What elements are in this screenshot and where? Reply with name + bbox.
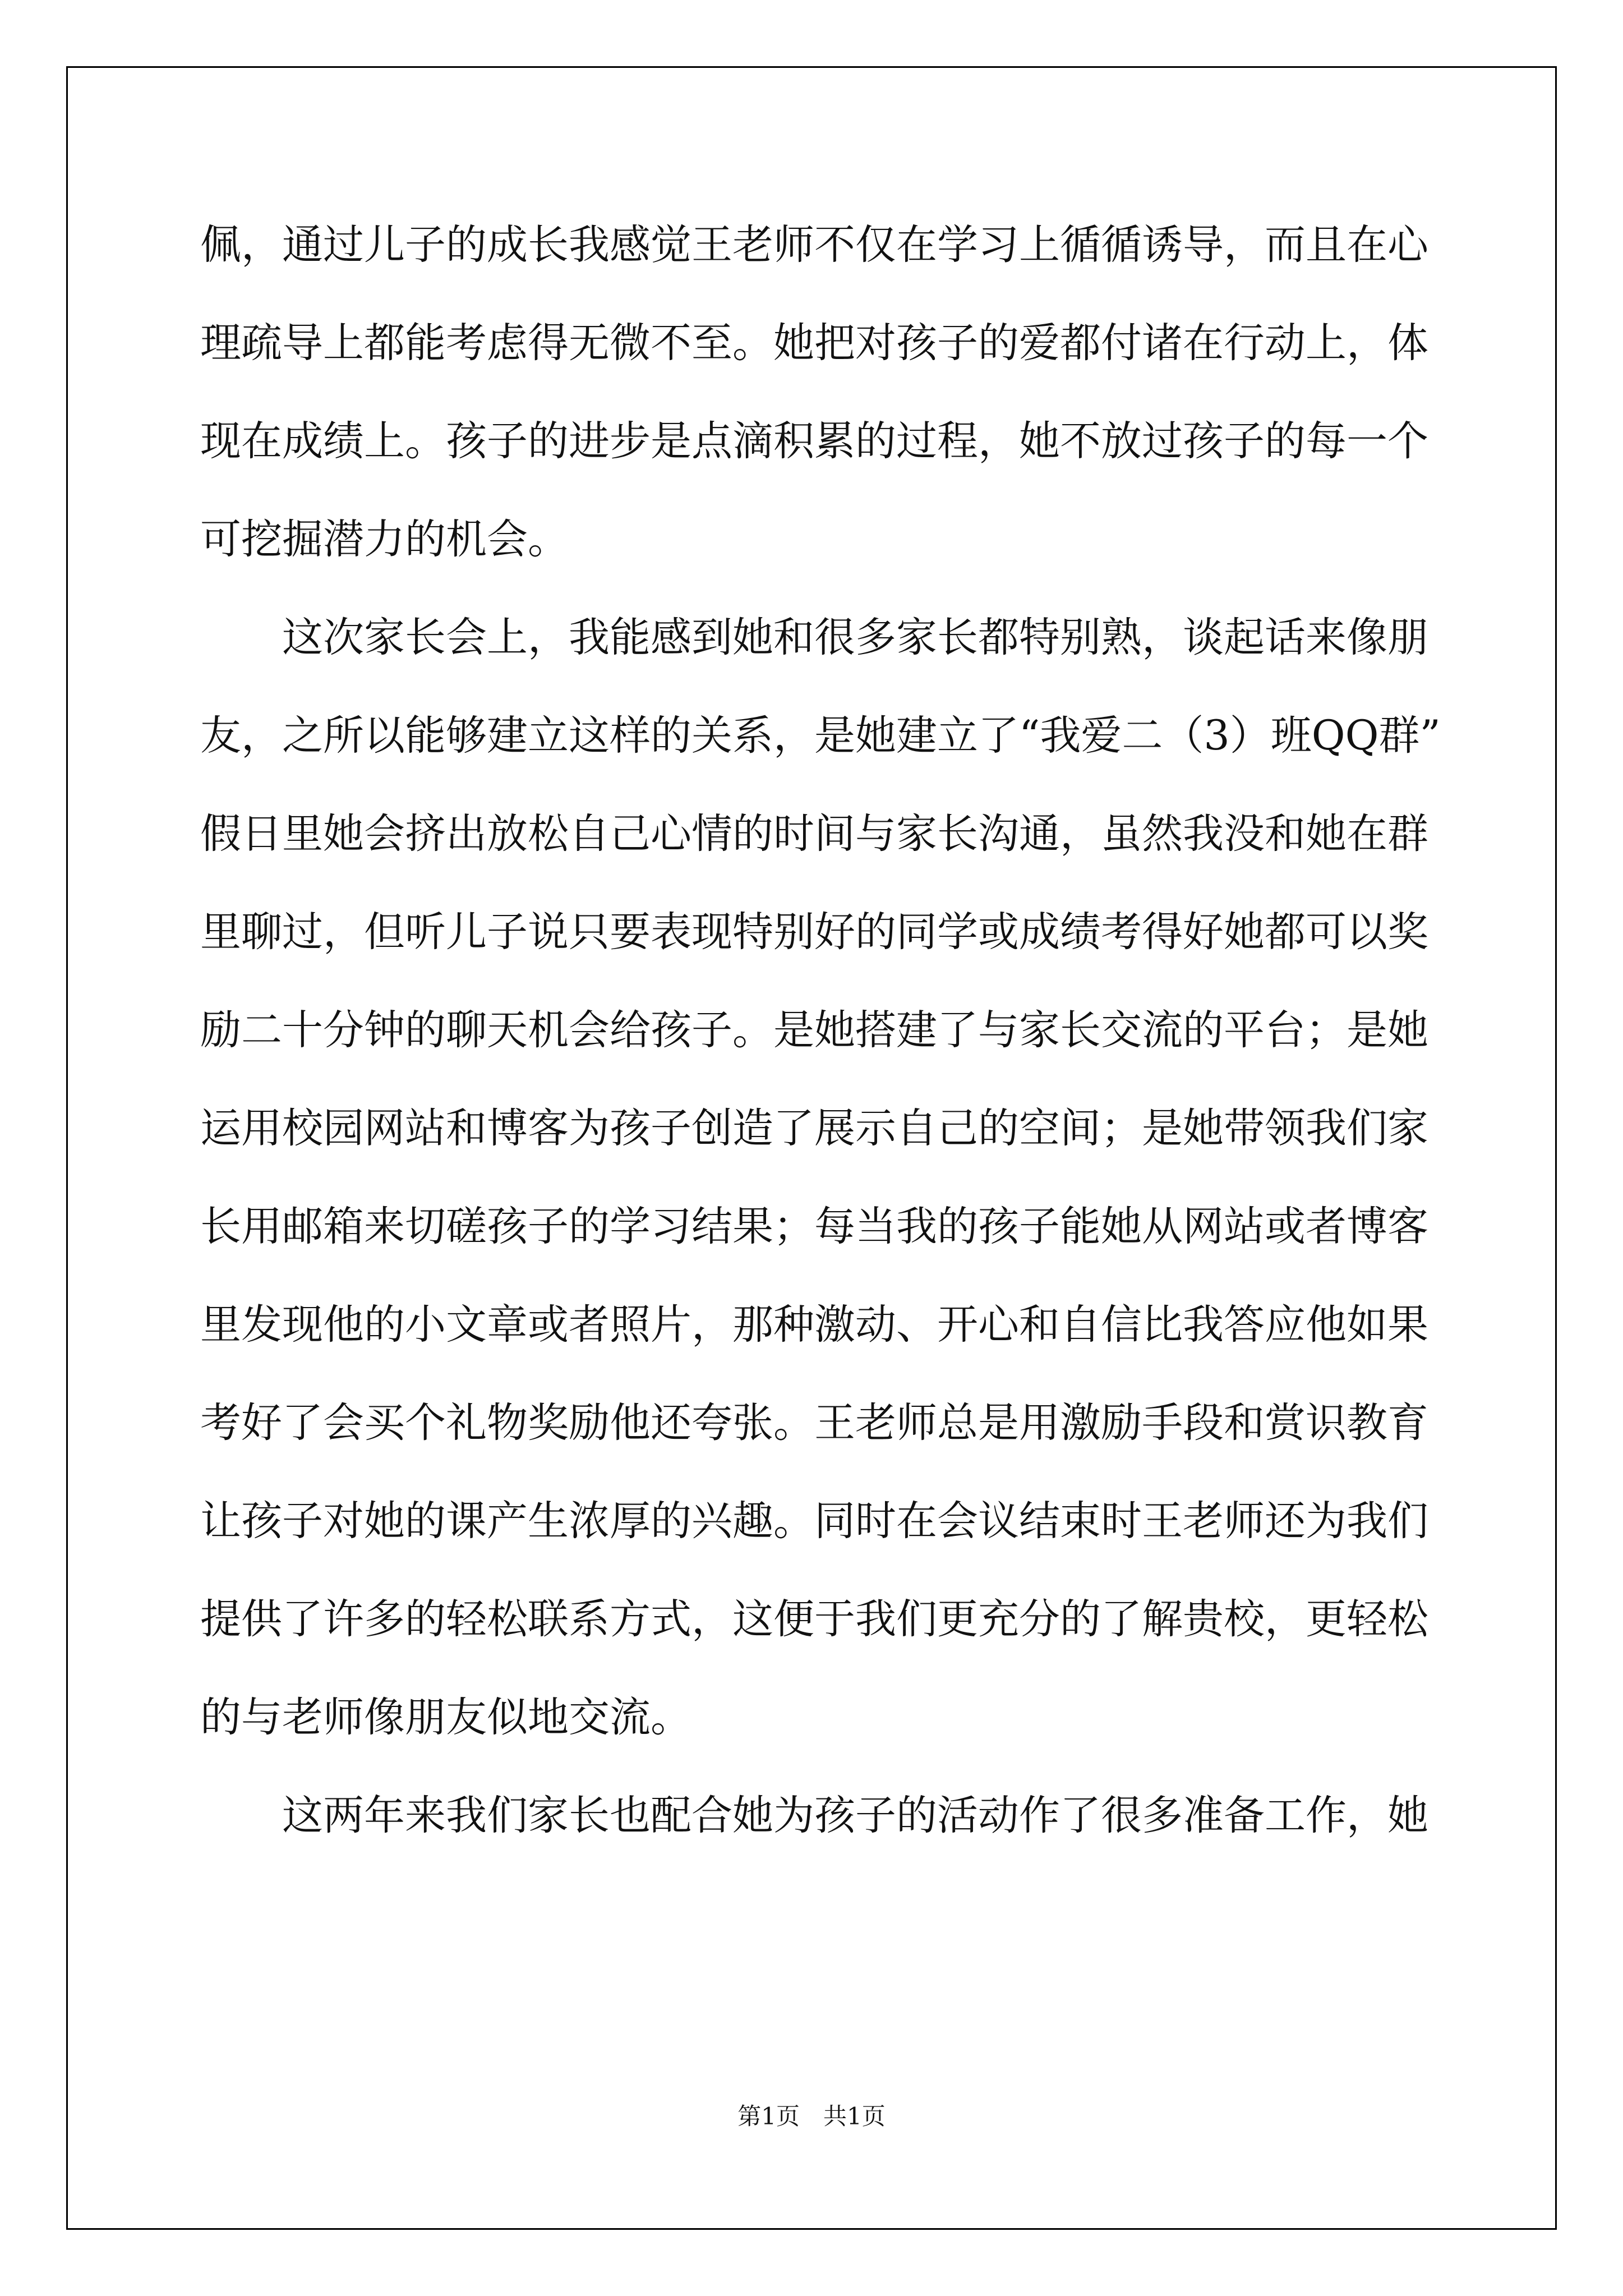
text-line: 的与老师像朋友似地交流。 (200, 1694, 691, 1741)
text-line: 可挖掘潜力的机会。 (200, 516, 569, 563)
document-body (200, 221, 1441, 1893)
text-line: 友，之所以能够建立这样的关系，是她建立了“我爱二（3）班QQ群” (200, 712, 1441, 760)
text-line: 考好了会买个礼物奖励他还夸张。王老师总是用激励手段和赏识教育 (200, 1399, 1428, 1447)
text-line: 提供了许多的轻松联系方式，这便于我们更充分的了解贵校，更轻松 (200, 1595, 1428, 1643)
text-line: 运用校园网站和博客为孩子创造了展示自己的空间；是她带领我们家 (200, 1105, 1428, 1152)
text-line: 里发现他的小文章或者照片，那种激动、开心和自信比我答应他如果 (200, 1301, 1428, 1349)
text-line: 让孩子对她的课产生浓厚的兴趣。同时在会议结束时王老师还为我们 (200, 1497, 1428, 1545)
text-line: 现在成绩上。孩子的进步是点滴积累的过程，她不放过孩子的每一个 (200, 417, 1428, 465)
text-line: 里聊过，但听儿子说只要表现特别好的同学或成绩考得好她都可以奖 (200, 908, 1428, 956)
text-line: 佩，通过儿子的成长我感觉王老师不仅在学习上循循诱导，而且在心 (200, 221, 1428, 269)
text-line: 长用邮箱来切磋孩子的学习结果；每当我的孩子能她从网站或者博客 (200, 1203, 1428, 1250)
text-line: 这次家长会上，我能感到她和很多家长都特别熟，谈起话来像朋 (282, 614, 1428, 661)
text-line: 励二十分钟的聊天机会给孩子。是她搭建了与家长交流的平台；是她 (200, 1006, 1428, 1054)
text-line: 理疏导上都能考虑得无微不至。她把对孩子的爱都付诸在行动上，体 (200, 319, 1428, 367)
text-line: 这两年来我们家长也配合她为孩子的活动作了很多准备工作，她 (282, 1792, 1428, 1839)
text-line: 假日里她会挤出放松自己心情的时间与家长沟通，虽然我没和她在群 (200, 810, 1428, 858)
page-footer: 第1页 共1页 (737, 2102, 886, 2130)
